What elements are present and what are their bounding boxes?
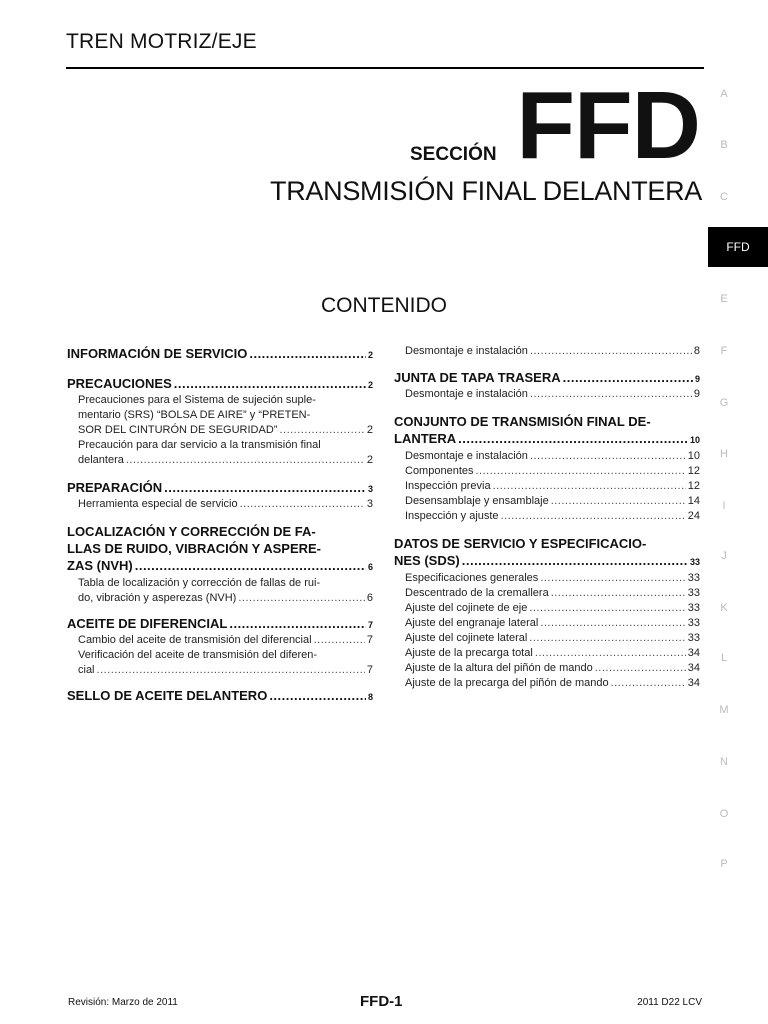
toc-entry-line: DATOS DE SERVICIO Y ESPECIFICACIO- xyxy=(394,536,647,551)
footer-page-number: FFD-1 xyxy=(360,993,403,1010)
toc-entry-nvh[interactable] xyxy=(67,523,373,576)
toc-entry-title: Componentes xyxy=(405,465,474,477)
toc-subentry-inspeccion-previa[interactable] xyxy=(394,479,700,494)
toc-entry-page: 7 xyxy=(367,620,373,630)
toc-entry-page: 9 xyxy=(693,388,700,400)
side-index-o[interactable]: O xyxy=(719,808,729,820)
toc-entry-line: Tabla de localización y corrección de fallas de rui- xyxy=(78,577,321,589)
toc-entry-line: CONJUNTO DE TRANSMISIÓN FINAL DE- xyxy=(394,414,651,429)
toc-entry-line: NES (SDS) xyxy=(394,553,460,568)
toc-subentry-tabla-nvh[interactable] xyxy=(67,576,373,606)
toc-subentry-desensamblaje[interactable] xyxy=(394,494,700,509)
toc-entry-preparacion[interactable] xyxy=(67,480,373,497)
toc-entry-page: 8 xyxy=(693,345,700,357)
toc-entry-title: Ajuste del cojinete de eje xyxy=(405,602,528,614)
side-index-p[interactable]: P xyxy=(720,858,728,870)
toc-entry-page: 12 xyxy=(687,465,700,477)
toc-entry-page: 34 xyxy=(687,662,700,674)
toc-entry-sello[interactable] xyxy=(67,688,373,705)
toc-entry-page: 7 xyxy=(366,634,373,646)
toc-entry-page: 2 xyxy=(366,454,373,466)
toc-entry-page: 33 xyxy=(687,602,700,614)
side-index-n[interactable]: N xyxy=(720,756,728,768)
toc-subentry-junta-desmontaje[interactable] xyxy=(394,387,700,402)
toc-entry-title: Desmontaje e instalación xyxy=(405,345,528,357)
side-index-c[interactable]: C xyxy=(720,191,728,203)
toc-entry-title: Ajuste de la altura del piñón de mando xyxy=(405,662,593,674)
toc-entry-page: 33 xyxy=(687,632,700,644)
toc-entry-line: SOR DEL CINTURÓN DE SEGURIDAD” xyxy=(78,424,278,436)
toc-entry-precauciones[interactable] xyxy=(67,376,373,393)
section-title: TRANSMISIÓN FINAL DELANTERA xyxy=(270,176,702,206)
section-label: SECCIÓN xyxy=(410,144,497,165)
toc-entry-title: Ajuste de la precarga total xyxy=(405,647,533,659)
side-index-a[interactable]: A xyxy=(720,88,728,100)
toc-entry-info[interactable] xyxy=(67,346,373,363)
toc-entry-title: Ajuste del engranaje lateral xyxy=(405,617,539,629)
toc-entry-page: 34 xyxy=(687,647,700,659)
side-index-j[interactable]: J xyxy=(721,550,727,562)
toc-subentry-verificacion-aceite[interactable] xyxy=(67,648,373,678)
toc-entry-page: 10 xyxy=(687,450,700,462)
toc-entry-title: ACEITE DE DIFERENCIAL xyxy=(67,616,228,631)
toc-entry-page: 33 xyxy=(687,617,700,629)
toc-entry-line: mentario (SRS) “BOLSA DE AIRE” y “PRETEN- xyxy=(78,409,311,421)
contents-title: CONTENIDO xyxy=(321,294,447,317)
toc-entry-page: 9 xyxy=(694,374,700,384)
toc-entry-page: 3 xyxy=(367,484,373,494)
toc-entry-line: do, vibración y asperezas (NVH) xyxy=(78,592,237,604)
toc-entry-page: 6 xyxy=(367,562,373,572)
toc-entry-page: 2 xyxy=(367,380,373,390)
toc-entry-page: 33 xyxy=(687,572,700,584)
toc-entry-title: Desmontaje e instalación xyxy=(405,450,528,462)
toc-entry-page: 10 xyxy=(689,435,700,445)
toc-subentry-altura-pinon[interactable] xyxy=(394,661,700,676)
toc-entry-title: Desmontaje e instalación xyxy=(405,388,528,400)
toc-entry-page: 12 xyxy=(687,480,700,492)
side-index-m[interactable]: M xyxy=(719,704,729,716)
toc-subentry-precarga-total[interactable] xyxy=(394,646,700,661)
toc-entry-title: Desensamblaje y ensamblaje xyxy=(405,495,549,507)
toc-entry-page: 2 xyxy=(366,424,373,436)
toc-entry-line: ZAS (NVH) xyxy=(67,558,133,573)
toc-subentry-cambio-aceite[interactable] xyxy=(67,633,373,648)
toc-entry-junta[interactable] xyxy=(394,370,700,387)
toc-entry-title: Herramienta especial de servicio xyxy=(78,498,238,510)
toc-entry-line: cial xyxy=(78,664,95,676)
toc-subentry-precarga-pinon[interactable] xyxy=(394,676,700,691)
toc-entry-title: Especificaciones generales xyxy=(405,572,539,584)
toc-entry-page: 2 xyxy=(367,350,373,360)
toc-entry-title: Inspección previa xyxy=(405,480,491,492)
toc-entry-page: 33 xyxy=(689,557,700,567)
toc-subentry-srs[interactable] xyxy=(67,393,373,438)
toc-entry-line: Precauciones para el Sistema de sujeción suple- xyxy=(78,394,316,406)
toc-subentry-especificaciones[interactable] xyxy=(394,571,700,586)
footer-model: 2011 D22 LCV xyxy=(637,997,702,1008)
toc-entry-page: 3 xyxy=(366,498,373,510)
toc-entry-line: LLAS DE RUIDO, VIBRACIÓN Y ASPERE- xyxy=(67,541,322,556)
toc-entry-title: Inspección y ajuste xyxy=(405,510,499,522)
toc-entry-title: SELLO DE ACEITE DELANTERO xyxy=(67,688,268,703)
side-index-e[interactable]: E xyxy=(720,293,728,305)
toc-subentry-descentrado[interactable] xyxy=(394,586,700,601)
side-index-ffd-active[interactable]: FFD xyxy=(708,227,768,267)
toc-entry-line: LOCALIZACIÓN Y CORRECCIÓN DE FA- xyxy=(67,524,316,539)
side-index-b[interactable]: B xyxy=(720,139,728,151)
toc-left-column xyxy=(67,346,373,705)
toc-entry-page: 7 xyxy=(366,664,373,676)
toc-subentry-engranaje-lateral[interactable] xyxy=(394,616,700,631)
toc-subentry-precaucion-servicio[interactable] xyxy=(67,438,373,468)
toc-subentry-sello-desmontaje[interactable] xyxy=(394,344,700,359)
toc-subentry-herramienta[interactable] xyxy=(67,497,373,512)
toc-entry-title: PREPARACIÓN xyxy=(67,480,163,495)
toc-subentry-componentes[interactable] xyxy=(394,464,700,479)
side-index-f[interactable]: F xyxy=(720,345,728,357)
toc-entry-line: Verificación del aceite de transmisión del diferen- xyxy=(78,649,318,661)
toc-entry-page: 33 xyxy=(687,587,700,599)
footer-revision: Revisión: Marzo de 2011 xyxy=(68,997,178,1008)
toc-entry-title: JUNTA DE TAPA TRASERA xyxy=(394,370,561,385)
side-index-h[interactable]: H xyxy=(720,448,728,460)
toc-entry-title: PRECAUCIONES xyxy=(67,376,172,391)
toc-entry-page: 24 xyxy=(687,510,700,522)
side-index-i[interactable]: I xyxy=(722,500,726,512)
toc-entry-page: 8 xyxy=(367,692,373,702)
toc-entry-sds[interactable] xyxy=(394,535,700,571)
side-index-k[interactable]: K xyxy=(720,602,728,614)
side-index-g[interactable]: G xyxy=(719,397,729,409)
toc-subentry-inspeccion-ajuste[interactable] xyxy=(394,509,700,524)
toc-entry-line: LANTERA xyxy=(394,431,457,446)
toc-entry-conjunto[interactable] xyxy=(394,413,700,449)
header-title: TREN MOTRIZ/EJE xyxy=(66,30,257,53)
toc-subentry-conjunto-desmontaje[interactable] xyxy=(394,449,700,464)
toc-entry-title: Descentrado de la cremallera xyxy=(405,587,549,599)
toc-entry-line: Precaución para dar servicio a la transmisión final xyxy=(78,439,321,451)
toc-entry-title: Cambio del aceite de transmisión del diferencial xyxy=(78,634,312,646)
header-rule xyxy=(66,67,704,69)
section-code: FFD xyxy=(516,72,700,179)
toc-entry-page: 34 xyxy=(687,677,700,689)
toc-subentry-cojinete-lateral[interactable] xyxy=(394,631,700,646)
toc-subentry-cojinete-eje[interactable] xyxy=(394,601,700,616)
toc-entry-page: 6 xyxy=(366,592,373,604)
toc-entry-title: INFORMACIÓN DE SERVICIO xyxy=(67,346,248,361)
toc-entry-title: Ajuste de la precarga del piñón de mando xyxy=(405,677,609,689)
toc-entry-page: 14 xyxy=(687,495,700,507)
side-index-l[interactable]: L xyxy=(720,652,728,664)
toc-entry-aceite[interactable] xyxy=(67,616,373,633)
toc-right-column xyxy=(394,344,700,691)
toc-entry-title: Ajuste del cojinete lateral xyxy=(405,632,528,644)
toc-entry-line: delantera xyxy=(78,454,124,466)
